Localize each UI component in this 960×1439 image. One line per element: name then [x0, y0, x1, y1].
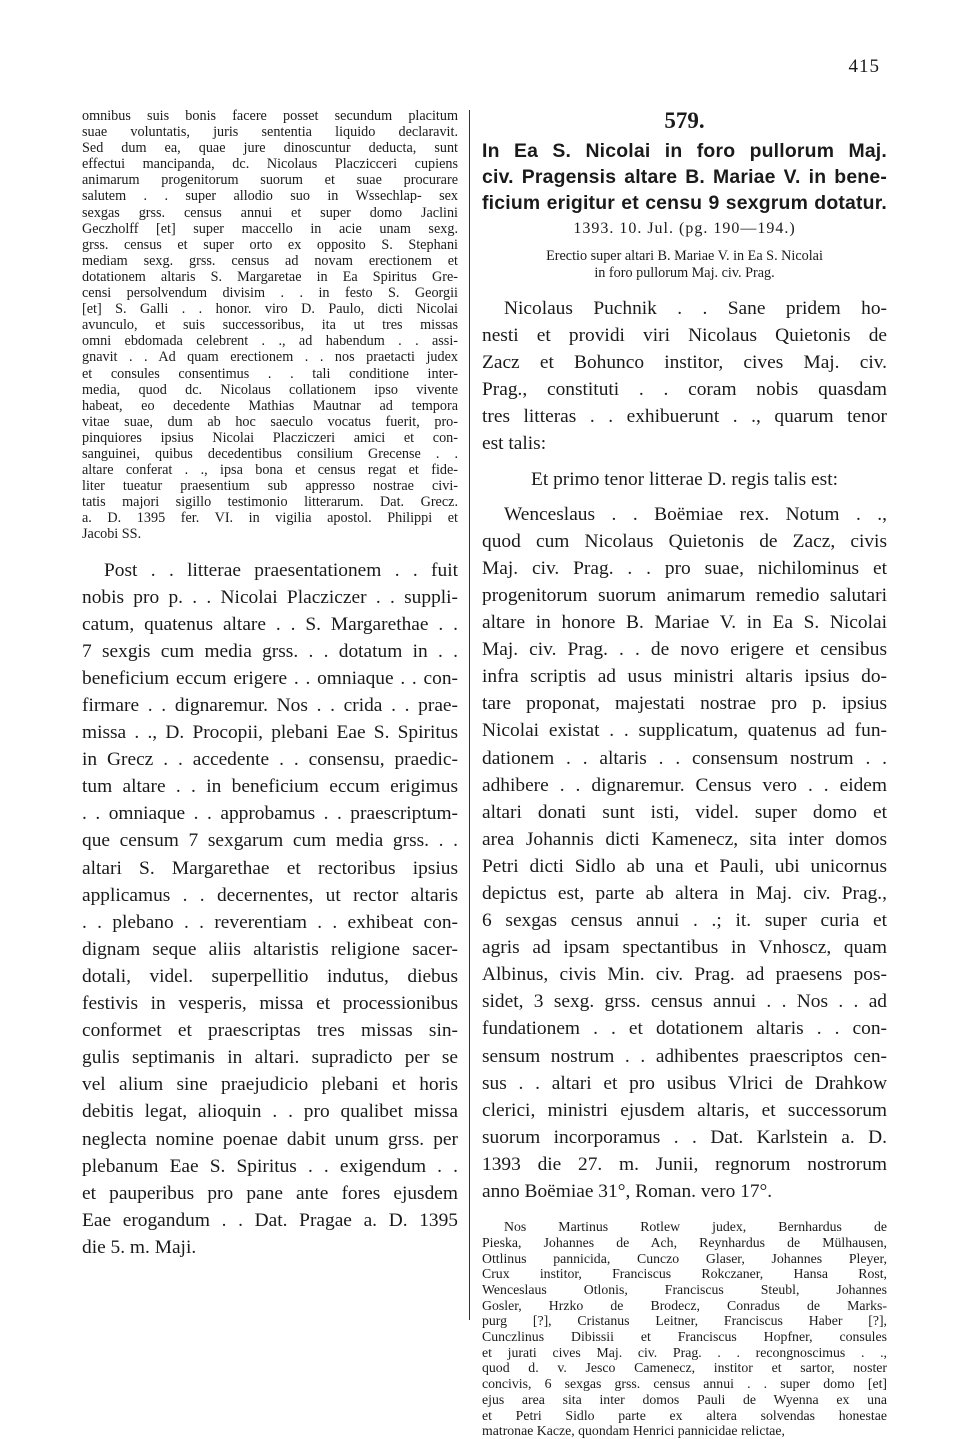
note-line: salutem . . super allodio suo in Wssechlap- sex: [82, 188, 458, 205]
text-line: tum altare . . in beneficium eccum erigimus: [82, 776, 458, 798]
preceding-document-note: [82, 108, 458, 543]
note-line: omni ebdomada celebrent . ., ad habendum . . assi-: [82, 333, 458, 350]
text-line: Post . . litterae praesentationem . . fuit: [104, 559, 458, 581]
heading-line: ficium erigitur et censu 9 sexgrum dotatur.: [482, 192, 887, 214]
text-line: Wenceslaus . . Boëmiae rex. Notum . .,: [504, 503, 887, 525]
text-line: neglecta nomine poenae dabit unum grss. per: [82, 1128, 458, 1150]
note-line: altare conferat . ., ipsa bona et census regat et fide-: [82, 462, 458, 479]
note-line: et Petri Sidlo parte ex altera solvendas honestae: [482, 1407, 887, 1423]
summary-line: in foro pullorum Maj. civ. Prag.: [594, 264, 775, 281]
note-line: purg [?], Cristanus Leitner, Franciscus Haber [?],: [482, 1313, 887, 1329]
text-line: Nicolai existat . . supplicatum, quatenus ad fun-: [482, 720, 887, 742]
text-line: Prag., constituti . . coram nobis quasdam: [482, 379, 887, 401]
note-line: liter tueatur praesentium sub appresso nostrae civi-: [82, 478, 458, 495]
text-line: dotali, videl. superpellitio indutus, diebus: [82, 965, 458, 987]
note-line: suae voluntatis, juris sententia liquido declaravit.: [82, 124, 458, 141]
heading-line: In Ea S. Nicolai in foro pullorum Maj.: [482, 140, 887, 162]
note-line: Sed dum ea, quae jure dinoscuntur deducta, sunt: [82, 140, 458, 157]
left-main-text: [82, 557, 458, 1261]
note-line: Wenceslaus Otlonis, Franciscus Steubl, Johannes: [482, 1281, 887, 1297]
text-line: Nicolaus Puchnik . . Sane pridem ho-: [504, 298, 887, 319]
note-line: omnibus suis bonis facere posset secundum placitum: [82, 108, 458, 124]
note-line: Geczholff [et] super maccello in acie unam sexg.: [82, 220, 458, 237]
text-line: area Johannis dicti Kamenecz, sita inter domos: [482, 828, 887, 850]
column-divider: [469, 110, 470, 1320]
text-line: est talis:: [482, 433, 547, 455]
text-line: vel alium sine praejudicio plebani et horis: [82, 1074, 458, 1096]
text-line: progenitorum suorum animarum remedio salutari: [482, 584, 887, 606]
text-line: sus . . altari et pro usibus Vlrici de Drahkow: [482, 1072, 887, 1094]
text-line: agris ad ipsam spectantibus in Vnhoscz, quam: [482, 937, 887, 959]
text-line: applicamus . . decernentes, ut rector altaris: [82, 884, 458, 906]
first-tenor-line: Et primo tenor litterae D. regis talis est:: [531, 468, 838, 490]
text-line: 7 sexgis cum media grss. . . dotatum in . .: [82, 640, 458, 662]
note-line: gnavit . . Ad quam erectionem . . nos praetacti judex: [82, 349, 458, 366]
text-line: die 5. m. Maji.: [82, 1236, 197, 1258]
note-line: a. D. 1395 fer. VI. in vigilia apostol. Philippi et: [82, 510, 458, 527]
note-line: effectui mancipanda, dc. Nicolaus Placzicceri cupiens: [82, 156, 458, 173]
text-line: debitis legat, alioquin . . pro qualibet missa: [82, 1101, 458, 1123]
text-line: anno Boëmiae 31°, Roman. vero 17°.: [482, 1181, 773, 1202]
note-line: pinquiores ipsius Nicolai Placziczeri amici et con-: [82, 429, 458, 446]
note-line: ejus area sita inter domos Pauli de Wyenna ex una: [482, 1391, 887, 1407]
text-line: que censum 7 sexgarum cum media grss. . .: [82, 830, 458, 852]
text-line: altari donati sunt isti, videl. super domo et: [482, 801, 887, 823]
text-line: fundationem . . et dotationem altaris . . con-: [482, 1018, 887, 1040]
note-line: Gosler, Hrzko de Brodecz, Conradus de Marks-: [482, 1297, 887, 1313]
text-line: firmare . . dignaremur. Nos . . crida . . prae-: [82, 695, 458, 716]
note-line: quod d. v. Jesco Camenecz, institor et sartor, noster: [482, 1360, 887, 1376]
note-line: concivis, 6 sexgas grss. census annui . . super domo [et]: [482, 1376, 887, 1392]
text-line: conformet et praescriptas tres missas sin-: [82, 1020, 458, 1042]
note-line: vitae suae, dum ab hoc saeculo vocatus fuerit, pro-: [82, 413, 458, 430]
text-line: et pauperibus pro pane ante fores ejusdem: [82, 1182, 458, 1204]
note-line: Cunczlinus Dibissii et Franciscus Hopfner, consules: [482, 1329, 887, 1345]
text-line: Maj. civ. Prag. . . pro suae, nichilominus et: [482, 557, 887, 579]
note-line: sanguinei, quibus decedentibus consilium Grecense . .: [82, 445, 458, 462]
text-line: nobis pro p. . . Nicolai Placziczer . . suppli-: [82, 586, 458, 608]
text-line: in Grecz . . accedente . . consensu, praedic-: [82, 749, 458, 771]
note-line: [et] S. Galli . . honor. viro D. Paulo, dicti Nicolai: [82, 301, 458, 318]
page-number: 415: [848, 56, 880, 77]
royal-charter-text: [482, 501, 887, 1205]
document-date: 1393. 10. Jul. (pg. 190—194.): [573, 220, 796, 237]
intro-text: [482, 295, 887, 458]
note-line: censi persolvendum divisim . . in festo S. Georgii: [82, 285, 458, 302]
heading-line: civ. Pragensis altare B. Mariae V. in bene-: [482, 166, 887, 188]
note-line: tatis majori sigillo testimonio litterarum. Dat. Grecz.: [82, 494, 458, 511]
text-line: tres litteras . . exhibuerunt . ., quarum tenor: [482, 406, 887, 428]
note-line: animarum progenitorum suorum et suae procurare: [82, 172, 458, 189]
text-line: dationem . . altaris . . consensum nostrum . .: [482, 747, 887, 769]
text-line: 6 sexgas census annui . .; it. super curia et: [482, 910, 887, 932]
text-line: missa . ., D. Procopii, plebani Eae S. Spiritus: [82, 722, 458, 744]
left-column: [82, 108, 458, 1261]
text-line: Petri dicti Sidlo ab una et Pauli, ubi unicornus: [482, 855, 887, 877]
text-line: . . omniaque . . approbamus . . praescriptum-: [82, 803, 458, 825]
text-line: festivis in vesperis, missa et processionibus: [82, 993, 458, 1015]
text-line: adhibere . . dignaremur. Census vero . . eidem: [482, 774, 887, 796]
note-line: Jacobi SS.: [82, 526, 142, 543]
text-line: depictus est, parte ab altera in Maj. civ. Prag.,: [482, 882, 887, 904]
text-line: Zacz et Bohunco institor, cives Maj. civ.: [482, 352, 887, 374]
note-line: sexgas grss. census annui et super domo Jaclini: [82, 204, 458, 221]
note-line: et consules consentimus . . tali conditione inter-: [82, 365, 458, 382]
note-line: Nos Martinus Rotlew judex, Bernhardus de: [504, 1219, 887, 1235]
text-line: quod cum Nicolaus Quietonis de Zacz, civis: [482, 530, 887, 552]
document-summary: [496, 248, 873, 281]
text-line: Eae erogandum . . Dat. Pragae a. D. 1395: [82, 1209, 458, 1231]
text-line: beneficium eccum erigere . . omniaque . . con-: [82, 667, 458, 689]
note-line: avunculo, et suis successoribus, ita ut tres missas: [82, 317, 458, 334]
note-line: dotationem altaris S. Margaretae in Ea Spiritus Gre-: [82, 268, 458, 285]
text-line: gulis septimanis in altari. supradicto per se: [82, 1047, 458, 1069]
note-line: Pieska, Johannes de Ach, Reynhardus de Mülhausen,: [482, 1234, 887, 1250]
document-number: 579.: [664, 108, 705, 133]
note-line: et jurati cives Maj. civ. Prag. . . recongnoscimus . .,: [482, 1344, 887, 1360]
text-line: clerici, ministri ejusdem altaris, et successorum: [482, 1099, 887, 1121]
text-line: sidet, 3 sexg. grss. census annui . . Nos . . ad: [482, 991, 887, 1013]
text-line: Maj. civ. Prag. . . de novo erigere et censibus: [482, 639, 887, 661]
note-line: habeat, eo decedente Mathias Mautnar ad tempora: [82, 397, 458, 414]
note-line: Crux institor, Franciscus Rokczaner, Hansa Rost,: [482, 1266, 887, 1282]
text-line: suorum incorporamus . . Dat. Karlstein a. D.: [482, 1126, 887, 1148]
document-heading: [482, 138, 887, 216]
text-line: sensum nostrum . . adhibentes praescriptos cen-: [482, 1045, 887, 1067]
text-line: 1393 die 27. m. Junii, regnorum nostrorum: [482, 1153, 887, 1175]
summary-line: Erectio super altari B. Mariae V. in Ea S. Nicolai: [546, 248, 823, 264]
note-line: Ottlinus pannicida, Cunczo Glaser, Johannes Pleyer,: [482, 1250, 887, 1266]
text-line: dignam seque aliis altaristis religione sacer-: [82, 938, 458, 960]
council-text: [482, 1219, 887, 1439]
right-column: [482, 108, 887, 1439]
note-line: media, quod dc. Nicolaus collationem ipso vivente: [82, 381, 458, 398]
text-line: nesti et providi viri Nicolaus Quietonis de: [482, 325, 887, 347]
text-line: plebanum Eae S. Spiritus . . exigendum . .: [82, 1155, 458, 1177]
note-line: mediam sexg. grss. census ad novam erectionem et: [82, 252, 458, 269]
text-line: catum, quatenus altare . . S. Margarethae . .: [82, 613, 458, 635]
text-line: . . plebano . . reverentiam . . exhibeat con-: [82, 911, 458, 933]
note-line: grss. census et super orto ex opposito S. Stephani: [82, 236, 458, 253]
text-line: altari S. Margarethae et rectoribus ipsius: [82, 857, 458, 879]
text-line: Albinus, civis Min. civ. Prag. ad praesens pos-: [482, 964, 887, 986]
note-line: matronae Kacze, quondam Henrici pannicidae relictae,: [482, 1423, 785, 1439]
text-line: tare proponat, majestati nostrae pro p. ipsius: [482, 693, 887, 715]
text-line: infra scriptis ad usus ministri altaris ipsius do-: [482, 666, 887, 688]
text-line: altare in honore B. Mariae V. in Ea S. Nicolai: [482, 612, 887, 634]
